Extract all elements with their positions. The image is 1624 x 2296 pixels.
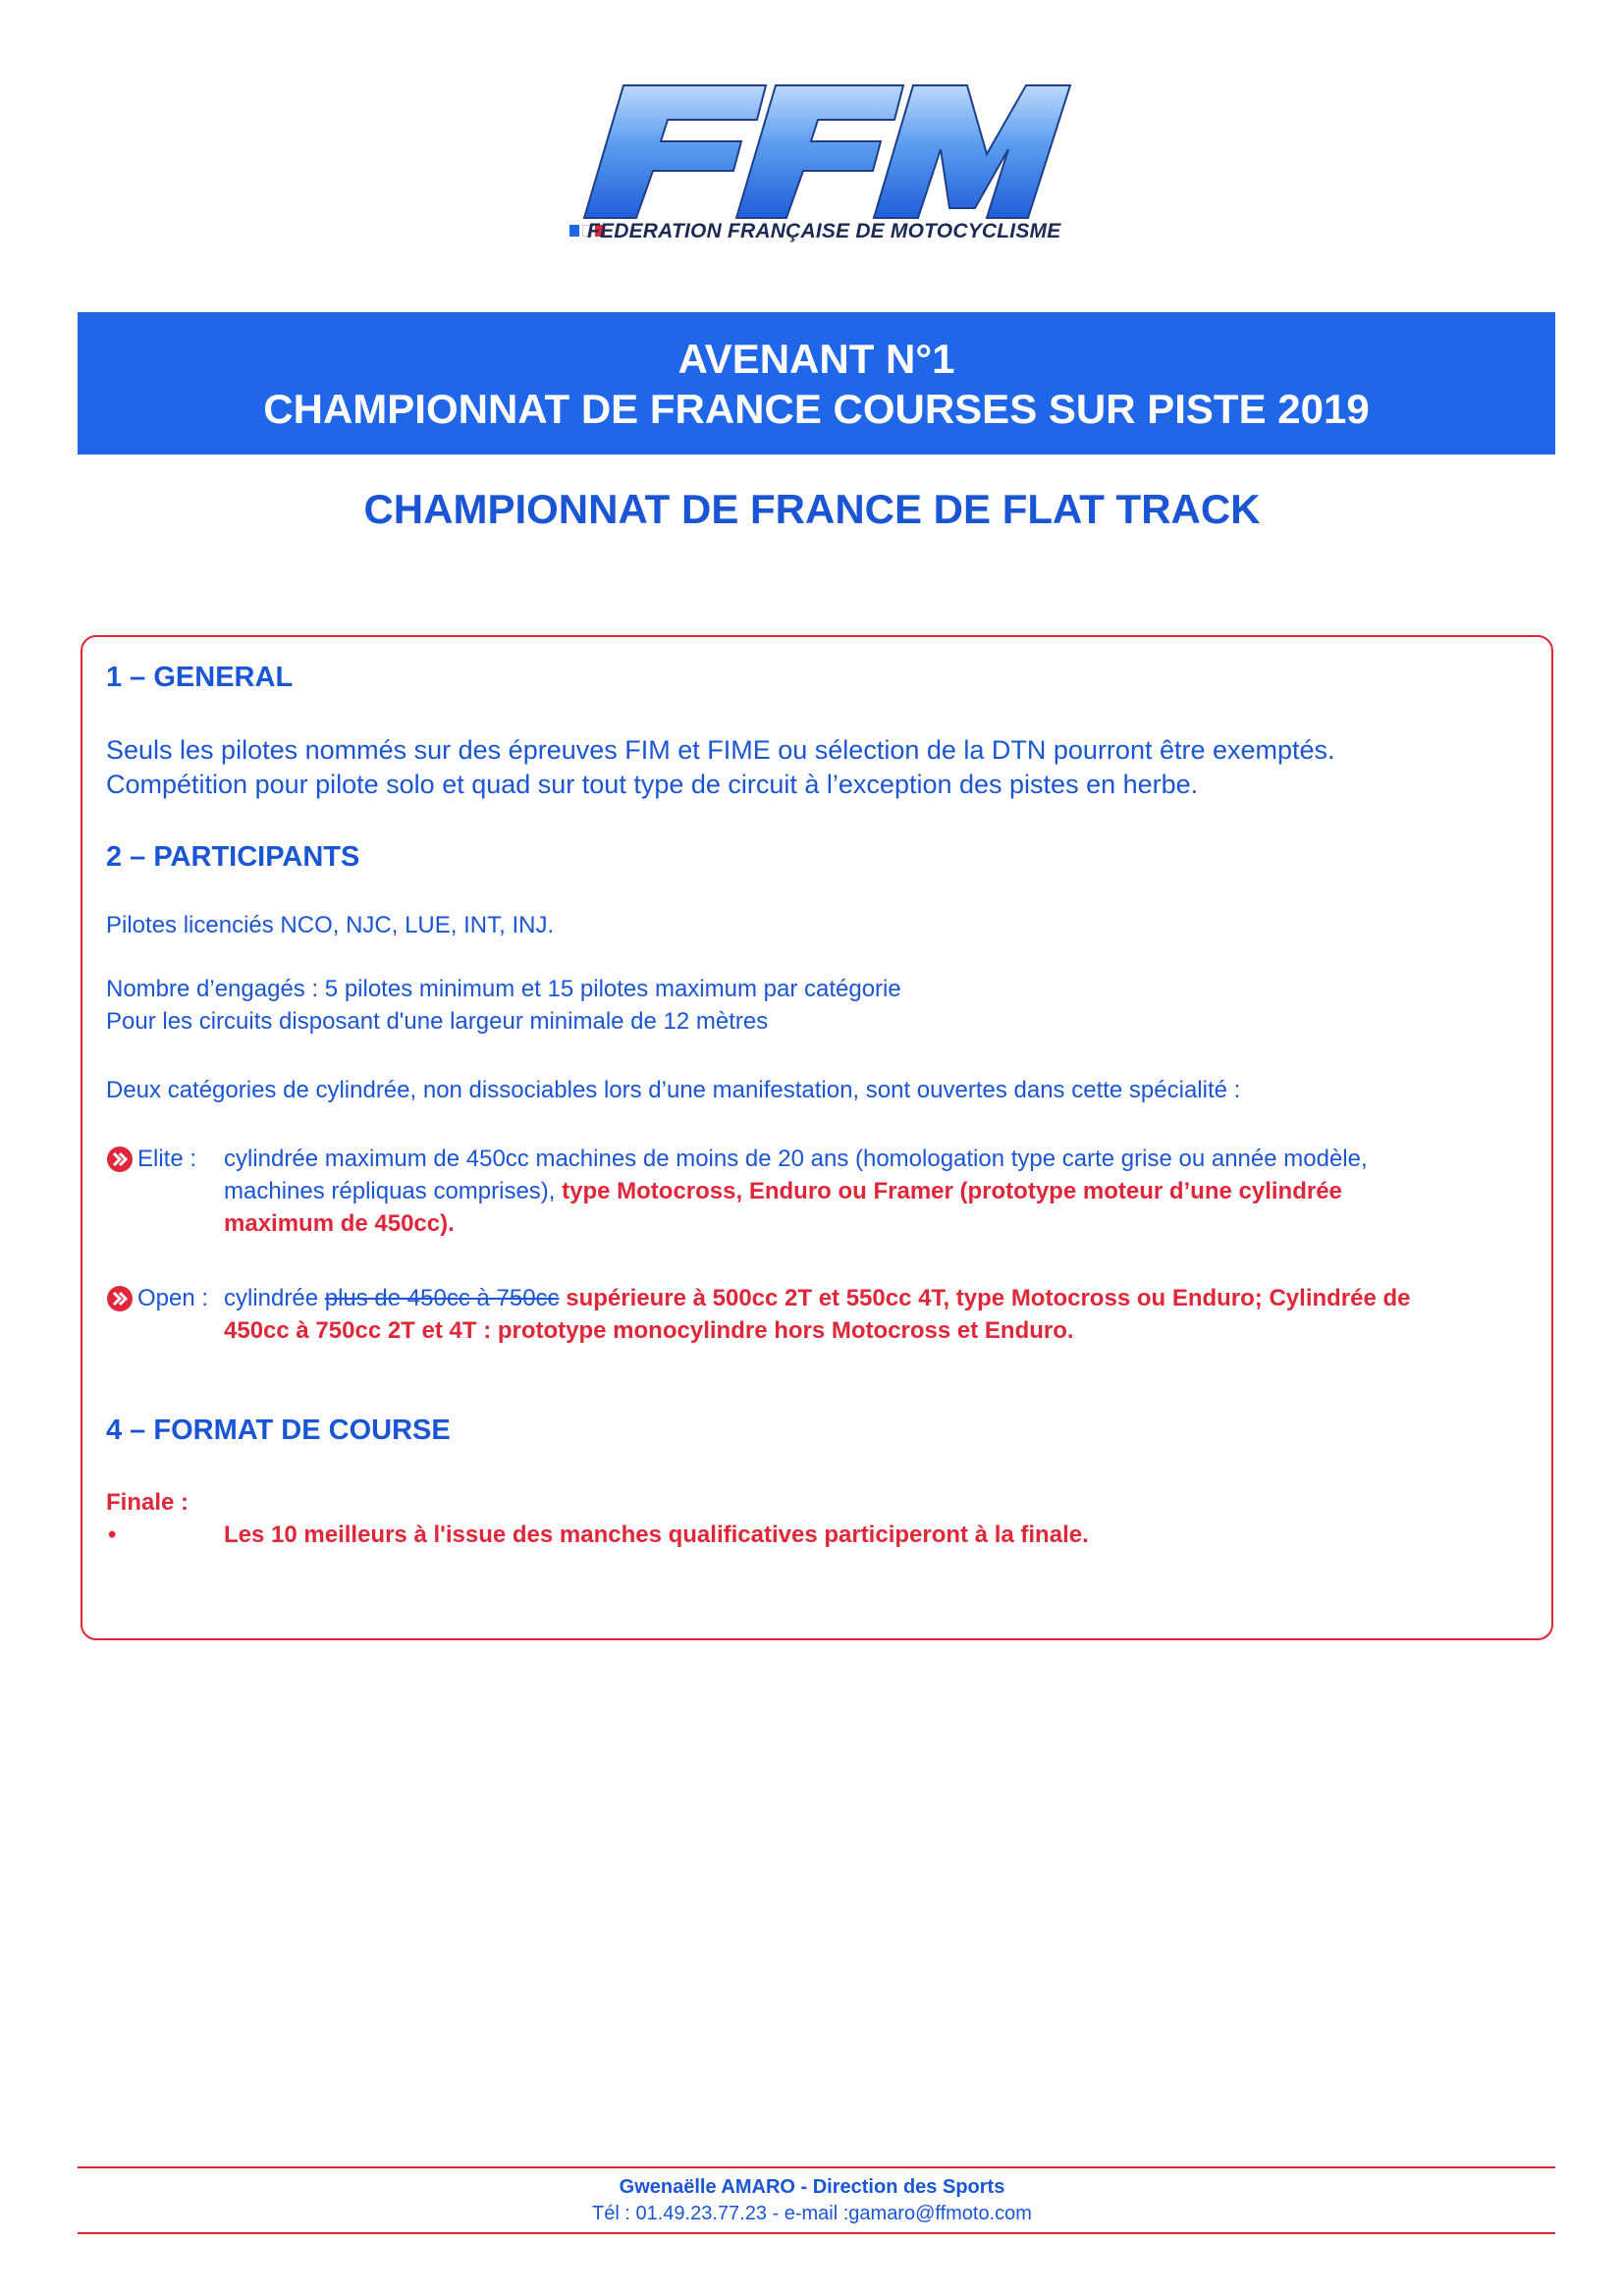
chevron-right-icon [106,1146,134,1173]
engages-line-1: Nombre d’engagés : 5 pilotes minimum et 15 pilotes maximum par catégorie [106,976,901,1002]
footer-contact-name: Gwenaëlle AMARO - Direction des Sports [619,2176,1005,2198]
open-line-1 [224,1285,1411,1312]
elite-line-2-red: type Motocross, Enduro ou Framer (prototype moteur d’une cylindrée [562,1178,1342,1204]
title-banner [78,312,1555,454]
section-heading-participants: 2 – PARTICIPANTS [106,841,360,873]
open-struck-text: plus de 450cc à 750cc [324,1285,560,1311]
banner-line-2: CHAMPIONNAT DE FRANCE COURSES SUR PISTE 2019 [263,386,1370,432]
elite-line-2-normal: machines répliquas comprises), [224,1178,563,1204]
licences-text: Pilotes licenciés NCO, NJC, LUE, INT, INJ. [106,912,555,938]
chevron-right-icon [106,1285,134,1312]
open-line-1-red: supérieure à 500cc 2T et 550cc 4T, type Motocross ou Enduro; Cylindrée de [559,1285,1411,1311]
content-box [81,635,1553,1640]
logo-tagline: FEDERATION FRANÇAISE DE MOTOCYCLISME [587,220,1061,242]
footer-contact-details: Tél : 01.49.23.77.23 - e-mail :gamaro@ffmoto.com [592,2203,1032,2224]
elite-label: Elite : [137,1146,197,1172]
section-heading-general: 1 – GENERAL [106,662,294,693]
engages-line-2: Pour les circuits disposant d'une largeur minimale de 12 mètres [106,1008,769,1035]
elite-line-2 [224,1178,1342,1205]
footer-bottom-rule [78,2232,1555,2234]
open-line-2: 450cc à 750cc 2T et 4T : prototype monocylindre hors Motocross et Enduro. [224,1317,1074,1344]
open-label: Open : [137,1285,209,1311]
finale-text: Les 10 meilleurs à l'issue des manches qualificatives participeront à la finale. [224,1522,1089,1548]
general-line-1: Seuls les pilotes nommés sur des épreuves FIM et FIME ou sélection de la DTN pourront être exemptés. [106,735,1335,765]
section-heading-format: 4 – FORMAT DE COURSE [106,1415,451,1446]
elite-line-3: maximum de 450cc). [224,1210,455,1237]
footer-top-rule [78,2166,1555,2168]
general-line-2: Compétition pour pilote solo et quad sur tout type de circuit à l’exception des pistes en herbe. [106,770,1199,799]
banner-line-1: AVENANT N°1 [677,336,955,382]
open-prefix: cylindrée [224,1285,325,1311]
finale-bullet: • [108,1522,117,1548]
page-subtitle: CHAMPIONNAT DE FRANCE DE FLAT TRACK [363,486,1261,532]
elite-line-1: cylindrée maximum de 450cc machines de moins de 20 ans (homologation type carte grise ou année modèle, [224,1146,1368,1172]
finale-label: Finale : [106,1489,189,1516]
categories-intro: Deux catégories de cylindrée, non dissociables lors d’une manifestation, sont ouvertes dans cette spécialité : [106,1077,1241,1103]
